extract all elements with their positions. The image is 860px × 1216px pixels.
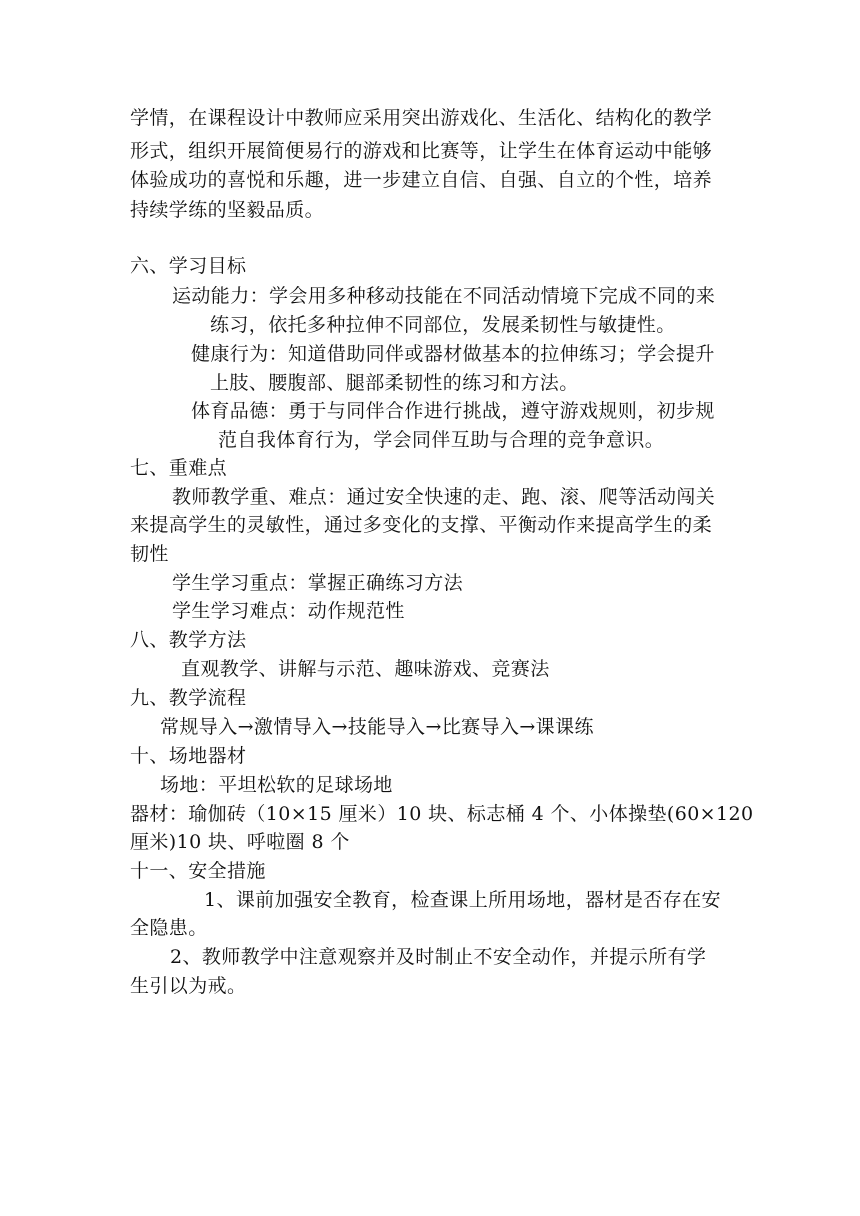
section-heading-safety-measures: 十一、安全措施 — [130, 860, 266, 882]
safety-item-line: 2、教师教学中注意观察并及时制止不安全动作，并提示所有学 — [170, 946, 707, 968]
equipment-line: 厘米)10 块、呼啦圈 8 个 — [130, 831, 350, 853]
objective-motor-line: 练习，依托多种拉伸不同部位，发展柔韧性与敏捷性。 — [210, 314, 676, 336]
intro-line: 持续学练的坚毅品质。 — [130, 199, 325, 221]
teacher-key-points-line: 来提高学生的灵敏性，通过多变化的支撑、平衡动作来提高学生的柔 — [130, 514, 713, 536]
safety-item-line: 生引以为戒。 — [130, 975, 247, 997]
venue-text: 场地：平坦松软的足球场地 — [160, 774, 393, 796]
equipment-line: 器材：瑜伽砖（10×15 厘米）10 块、标志桶 4 个、小体操垫(60×120 — [130, 803, 754, 825]
teacher-key-points-line: 韧性 — [130, 543, 169, 565]
intro-line: 学情，在课程设计中教师应采用突出游戏化、生活化、结构化的教学 — [130, 107, 713, 129]
section-heading-teaching-methods: 八、教学方法 — [130, 629, 247, 651]
teacher-key-points-line: 教师教学重、难点：通过安全快速的走、跑、滚、爬等活动闯关 — [172, 486, 716, 508]
student-difficulty: 学生学习难点：动作规范性 — [172, 600, 405, 622]
section-heading-learning-objectives: 六、学习目标 — [130, 255, 247, 277]
objective-health-line: 健康行为：知道借助同伴或器材做基本的拉伸练习；学会提升 — [191, 343, 715, 365]
objective-motor-line: 运动能力：学会用多种移动技能在不同活动情境下完成不同的来 — [172, 285, 716, 307]
section-heading-teaching-process: 九、教学流程 — [130, 687, 247, 709]
safety-item-line: 全隐患。 — [130, 917, 208, 939]
safety-item-line: 1、课前加强安全教育，检查课上所用场地，器材是否存在安 — [204, 889, 721, 911]
objective-health-line: 上肢、腰腹部、腿部柔韧性的练习和方法。 — [210, 372, 579, 394]
objective-ethics-line: 范自我体育行为，学会同伴互助与合理的竞争意识。 — [218, 429, 665, 451]
intro-line: 体验成功的喜悦和乐趣，进一步建立自信、自强、自立的个性，培养 — [130, 169, 713, 191]
intro-line: 形式，组织开展简便易行的游戏和比赛等，让学生在体育运动中能够 — [130, 140, 713, 162]
section-heading-venue-equipment: 十、场地器材 — [130, 745, 247, 767]
teaching-methods-content: 直观教学、讲解与示范、趣味游戏、竞赛法 — [181, 658, 550, 680]
section-heading-key-points: 七、重难点 — [130, 457, 228, 479]
student-focus: 学生学习重点：掌握正确练习方法 — [172, 572, 464, 594]
objective-ethics-line: 体育品德：勇于与同伴合作进行挑战，遵守游戏规则，初步规 — [191, 400, 715, 422]
teaching-process-content: 常规导入→激情导入→技能导入→比赛导入→课课练 — [160, 716, 594, 738]
